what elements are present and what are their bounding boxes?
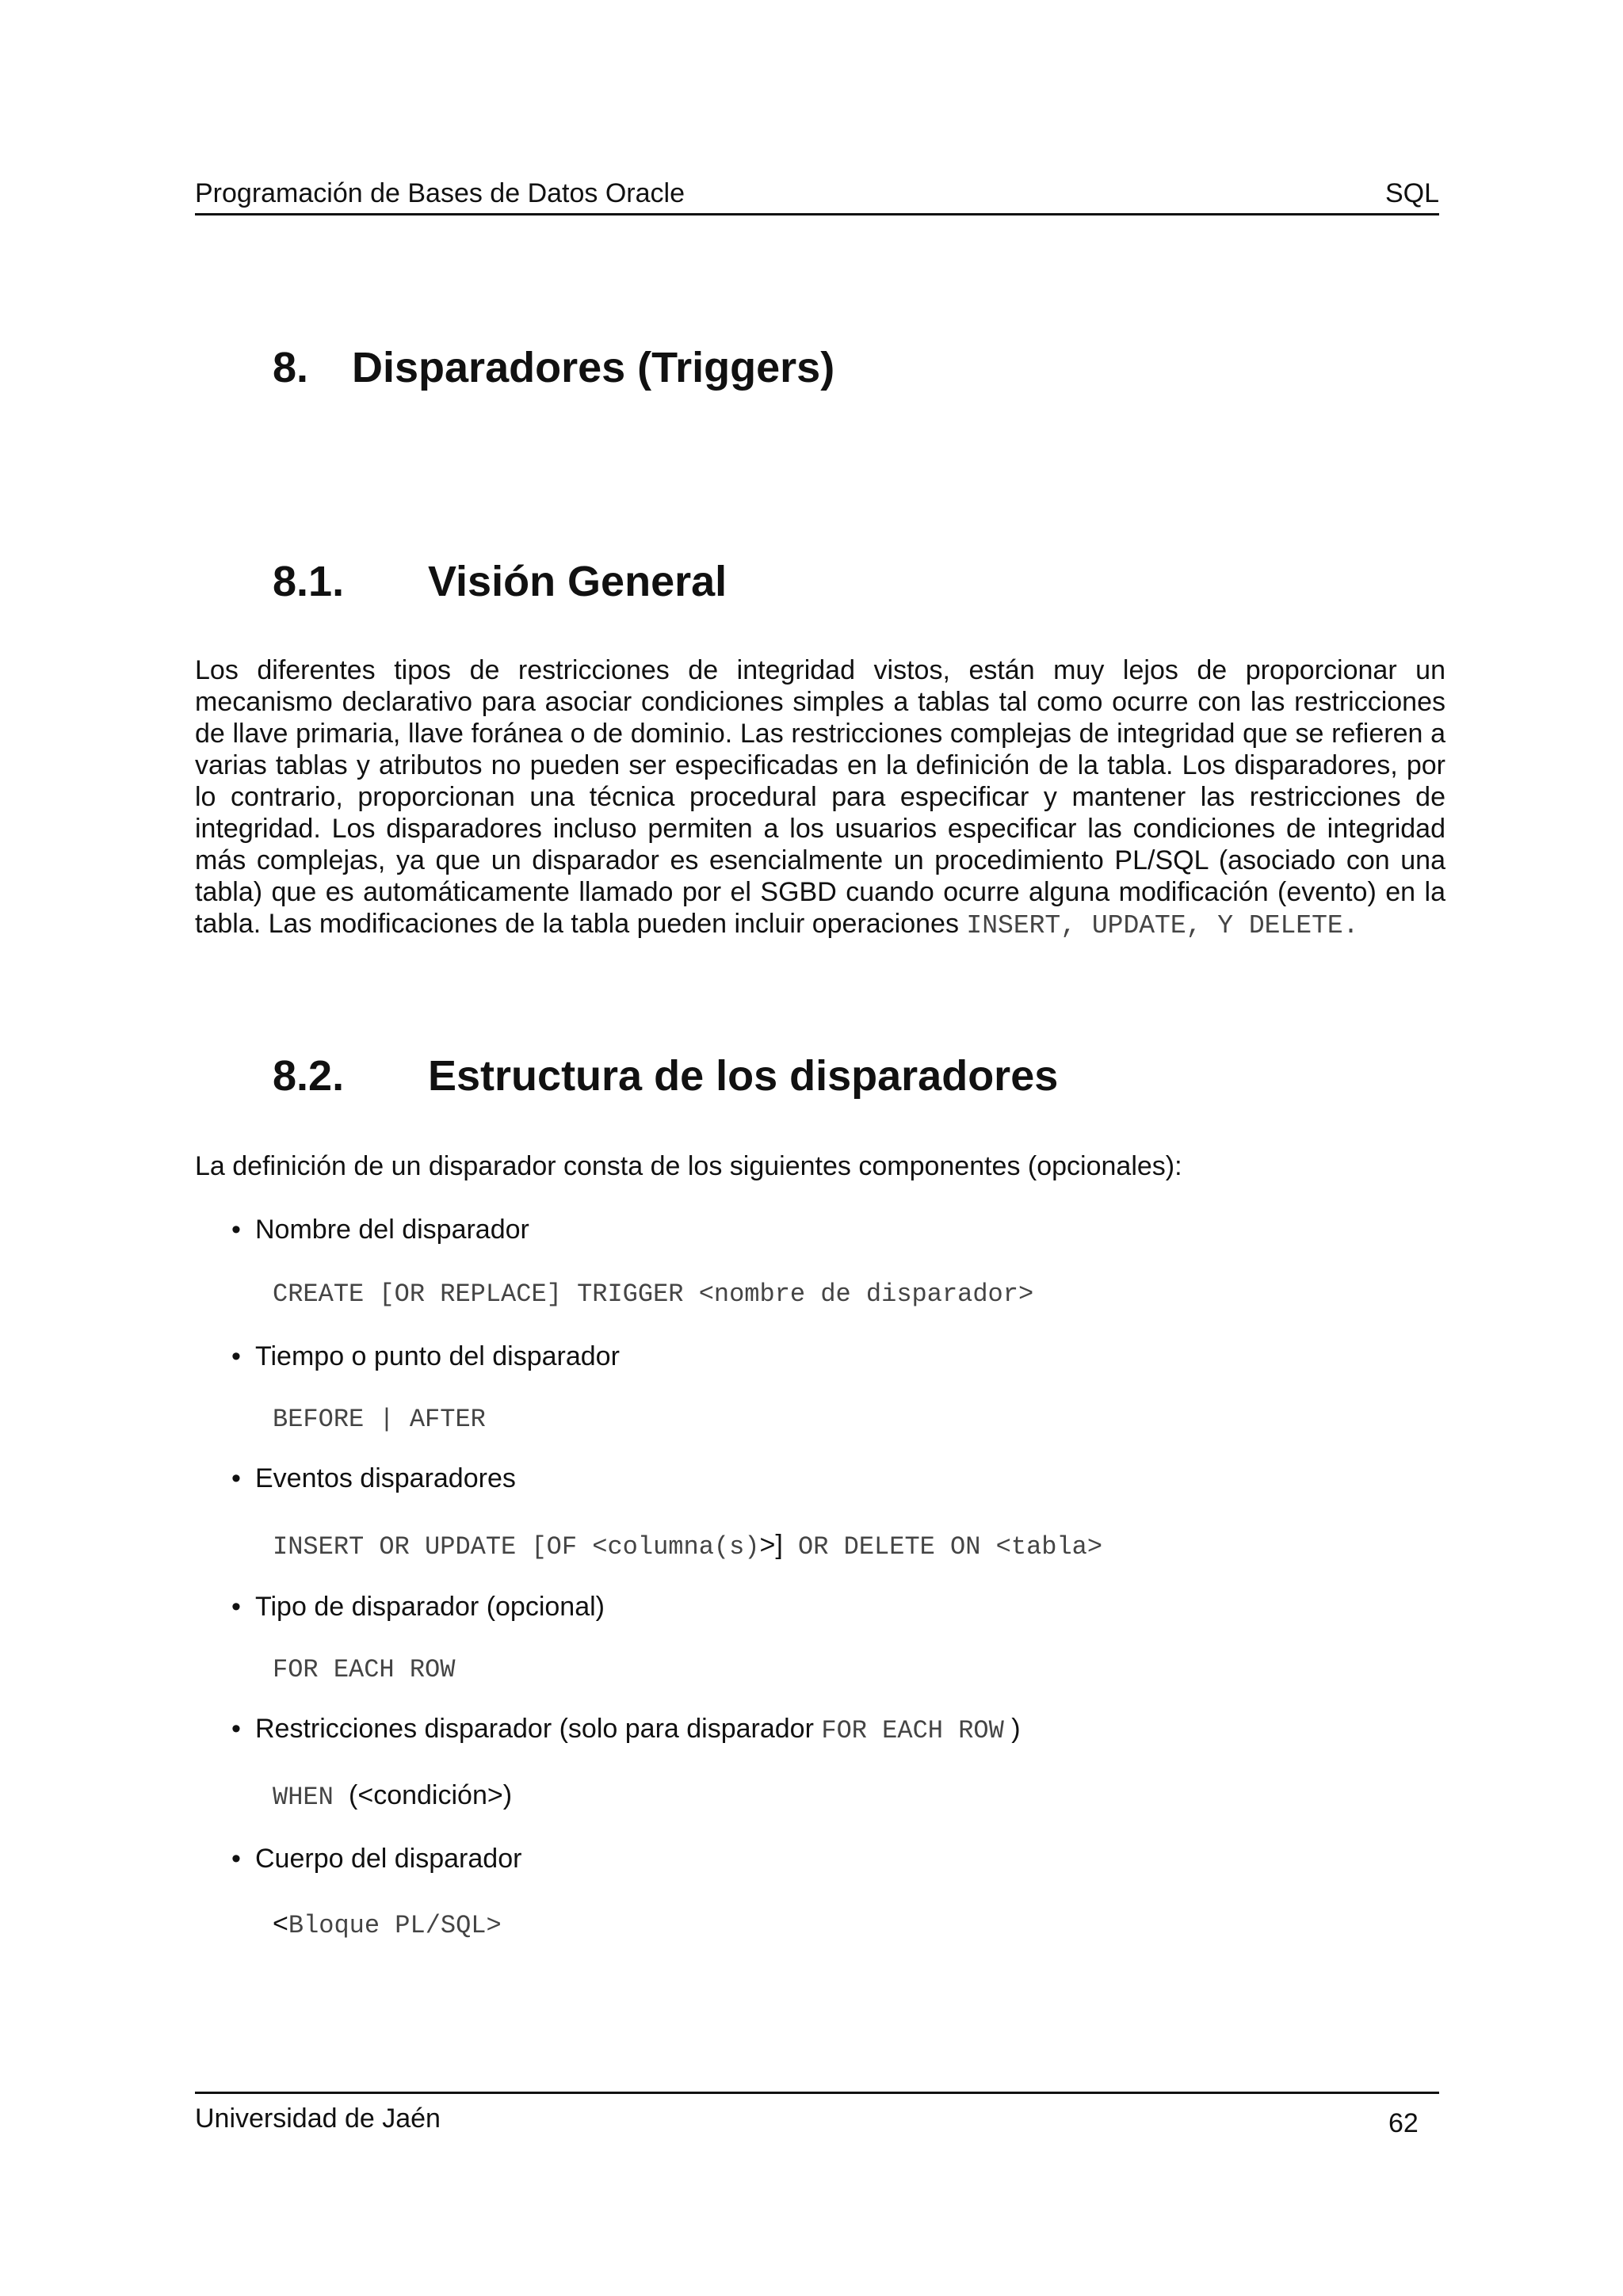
list-item-label: Tipo de disparador (opcional): [255, 1592, 605, 1622]
list-item: [231, 1843, 521, 1875]
footer-rule: [195, 2092, 1439, 2094]
footer-institution: Universidad de Jaén: [195, 2103, 441, 2134]
overview-code: INSERT, UPDATE, Y DELETE.: [966, 911, 1359, 940]
code-line: [273, 1529, 1102, 1563]
bullet-icon: •: [231, 1215, 241, 1245]
bullet-icon: •: [231, 1714, 241, 1744]
chapter-heading: [273, 342, 834, 393]
chapter-title: Disparadores (Triggers): [352, 344, 835, 391]
header-rule: [195, 213, 1439, 215]
section-title-2: Estructura de los disparadores: [428, 1052, 1059, 1100]
code-line: BEFORE | AFTER: [273, 1405, 486, 1434]
code-condition: (<condición>): [349, 1780, 513, 1810]
code-line: [273, 1779, 512, 1814]
code-line: CREATE [OR REPLACE] TRIGGER <nombre de disparador>: [273, 1280, 1034, 1309]
code-line: [273, 1908, 502, 1942]
section-number-2: 8.2.: [273, 1052, 345, 1100]
code-segment: <tabla>: [995, 1532, 1103, 1562]
list-item: [231, 1214, 529, 1245]
section-number-1: 8.1.: [273, 558, 345, 605]
list-item-label-end: ): [1011, 1714, 1021, 1744]
bullet-icon: •: [231, 1463, 241, 1493]
chapter-number: 8.: [273, 344, 309, 391]
list-item-label: Restricciones disparador (solo para disparador: [255, 1714, 814, 1744]
inline-code: FOR EACH ROW: [821, 1716, 1004, 1745]
list-item: [231, 1341, 620, 1372]
list-item: [231, 1713, 1021, 1747]
code-segment: Bloque PL/SQL>: [288, 1911, 502, 1940]
code-segment: <: [273, 1909, 288, 1939]
list-item-label: Tiempo o punto del disparador: [255, 1341, 620, 1371]
overview-text: Los diferentes tipos de restricciones de integridad vistos, están muy lejos de proporcionar un mecanismo declarativo para asociar condiciones simples a tablas tal como ocurre con las restricciones de llave primaria, llave foránea o de dominio. Las restricciones complejas de integridad que se refieren a varias tablas y atributos no pueden ser especificadas en la definición de la tabla. Los disparadores, por lo contrario, proporcionan una técnica procedural para especificar y mantener las restricciones de integridad. Los disparadores incluso permiten a los usuarios especificar las condiciones de integridad más complejas, ya que un disparador es esencialmente un procedimiento PL/SQL (asociado con una tabla) que es automáticamente llamado por el SGBD cuando ocurre alguna modificación (evento) en la tabla. Las modificaciones de la tabla pueden incluir operaciones: [195, 655, 1445, 939]
section-heading-1: [273, 556, 727, 607]
code-segment: >]: [759, 1530, 783, 1560]
code-line: FOR EACH ROW: [273, 1655, 456, 1684]
code-keyword: WHEN: [273, 1783, 334, 1812]
bullet-icon: •: [231, 1844, 241, 1874]
list-item: [231, 1463, 516, 1494]
list-item: [231, 1591, 605, 1623]
overview-paragraph: [195, 654, 1445, 942]
running-header-title: Programación de Bases de Datos Oracle: [195, 178, 685, 208]
section-title-1: Visión General: [428, 558, 727, 605]
running-header-section: SQL: [1384, 178, 1439, 208]
list-item-label: Cuerpo del disparador: [255, 1844, 522, 1874]
bullet-icon: •: [231, 1341, 241, 1371]
code-segment: OR DELETE ON: [782, 1532, 996, 1562]
structure-intro: La definición de un disparador consta de los siguientes componentes (opcionales):: [195, 1151, 1182, 1181]
code-segment: INSERT OR UPDATE [OF <columna(s): [273, 1532, 760, 1562]
page-number: 62: [1388, 2108, 1419, 2138]
bullet-icon: •: [231, 1592, 241, 1622]
section-heading-2: [273, 1051, 1058, 1101]
list-item-label: Nombre del disparador: [255, 1215, 529, 1245]
list-item-label: Eventos disparadores: [255, 1463, 516, 1493]
